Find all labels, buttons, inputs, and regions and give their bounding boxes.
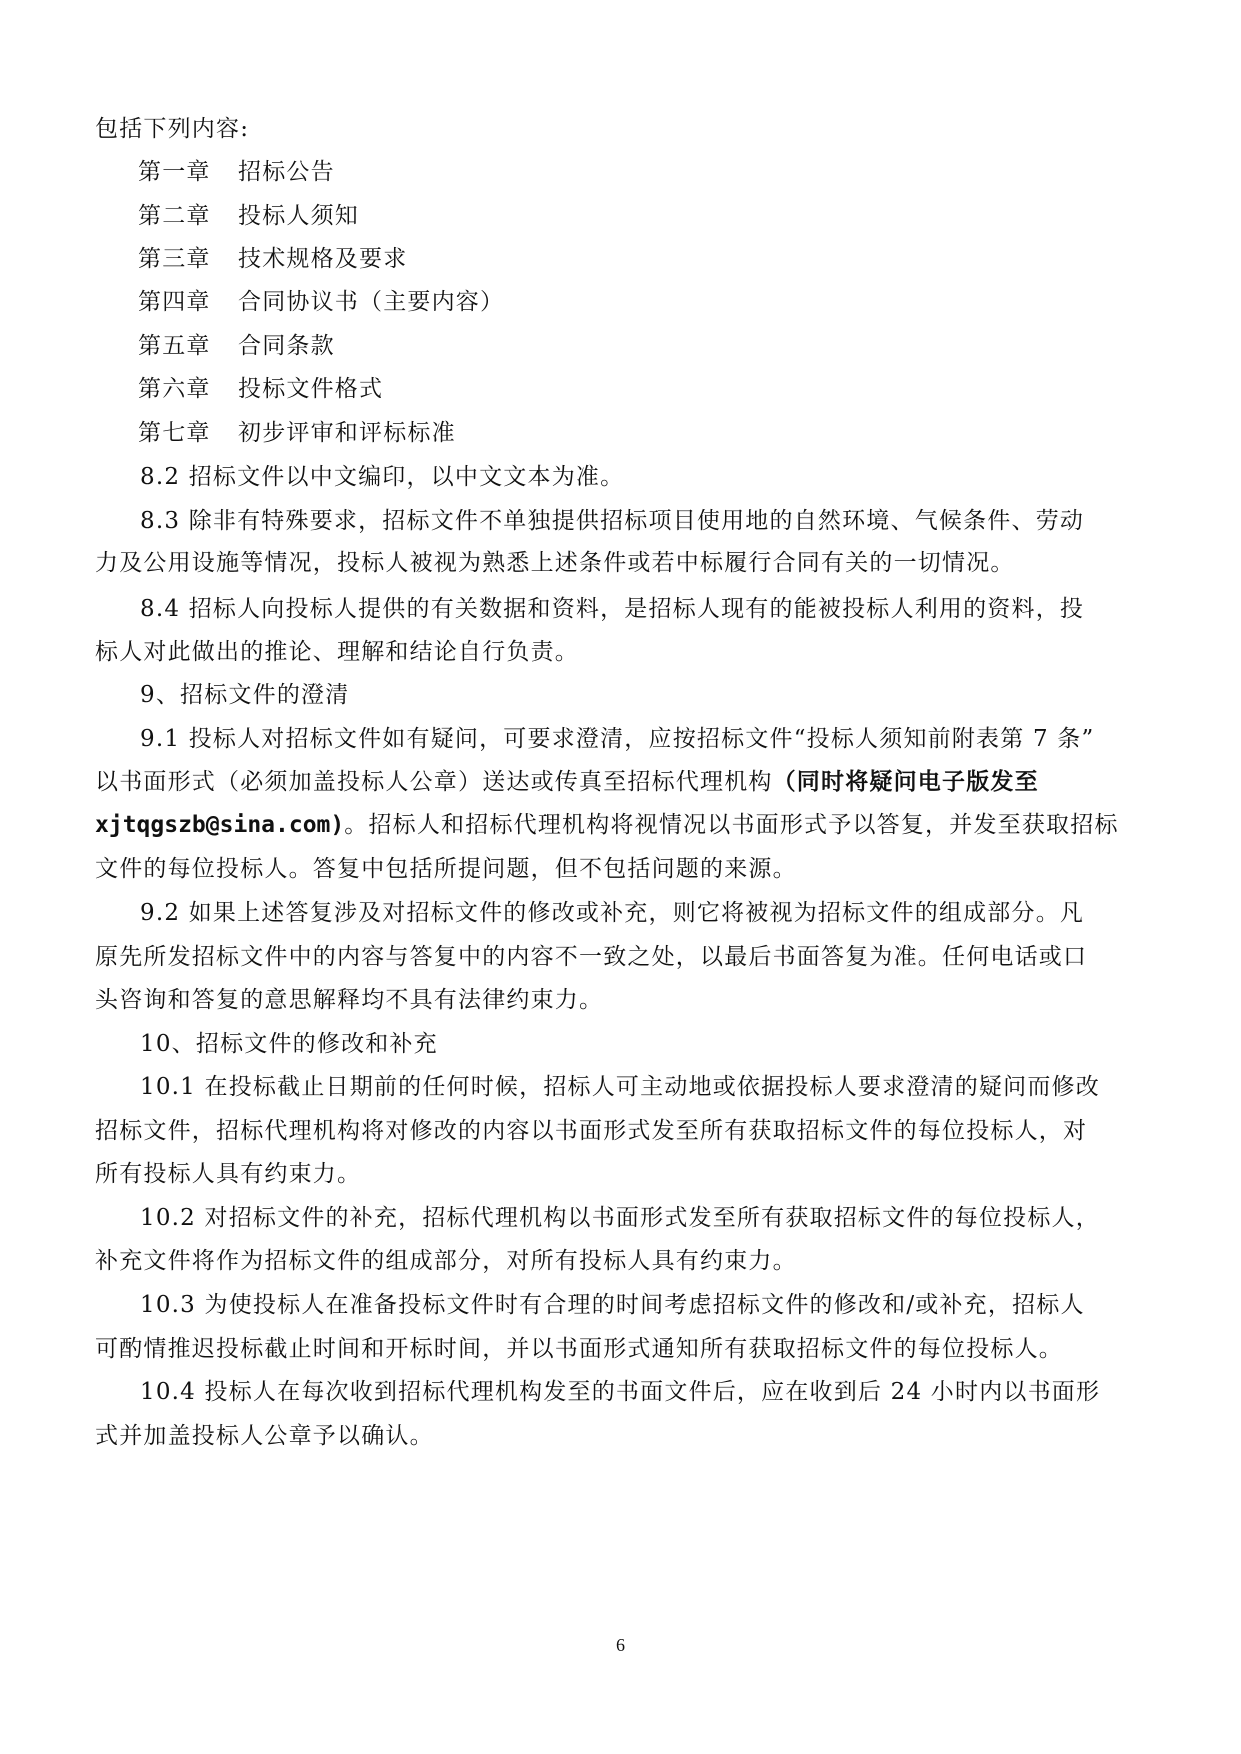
toc-item xyxy=(138,157,335,187)
paragraph-8-4-line: 标人对此做出的推论、理解和结论自行负责。 xyxy=(95,639,579,665)
paragraph-10-1-line: 所有投标人具有约束力。 xyxy=(95,1161,362,1187)
toc-chapter: 第七章 xyxy=(138,420,211,446)
paragraph-10-4-line: 10.4 投标人在每次收到招标代理机构发至的书面文件后，应在收到后 24 小时内以书面形 xyxy=(140,1379,1101,1405)
section-heading-10: 10、招标文件的修改和补充 xyxy=(140,1031,438,1057)
toc-chapter: 第五章 xyxy=(138,333,211,359)
paragraph-10-1-line: 10.1 在投标截止日期前的任何时候，招标人可主动地或依据投标人要求澄清的疑问而修改 xyxy=(140,1074,1100,1100)
paragraph-9-2-line: 原先所发招标文件中的内容与答复中的内容不一致之处，以最后书面答复为准。任何电话或口 xyxy=(95,944,1088,970)
section-heading-9: 9、招标文件的澄清 xyxy=(140,682,350,708)
toc-item xyxy=(138,287,504,317)
toc-title: 技术规格及要求 xyxy=(238,246,408,272)
toc-title: 投标文件格式 xyxy=(238,376,384,402)
bold-note: （同时将疑问电子版发至 xyxy=(772,769,1039,795)
toc-chapter: 第六章 xyxy=(138,376,211,402)
paragraph-9-1-line: 9.1 投标人对招标文件如有疑问，可要求澄清，应按招标文件“投标人须知前附表第 7 条” xyxy=(140,726,1095,752)
paragraph-8-3-line: 力及公用设施等情况，投标人被视为熟悉上述条件或若中标履行合同有关的一切情况。 xyxy=(95,550,1015,576)
paragraph-9-2-line: 9.2 如果上述答复涉及对招标文件的修改或补充，则它将被视为招标文件的组成部分。凡 xyxy=(140,900,1085,926)
toc-item xyxy=(138,201,359,231)
toc-title: 合同协议书（主要内容） xyxy=(238,289,505,315)
paragraph-9-1-line: 文件的每位投标人。答复中包括所提问题，但不包括问题的来源。 xyxy=(95,856,797,882)
paragraph-8-2: 8.2 招标文件以中文编印，以中文文本为准。 xyxy=(140,464,625,490)
toc-item xyxy=(138,374,383,404)
email-address: xjtqgszb@sina.com) xyxy=(95,812,345,838)
paragraph-10-2-line: 10.2 对招标文件的补充，招标代理机构以书面形式发至所有获取招标文件的每位投标人， xyxy=(140,1205,1100,1231)
paragraph-10-1-line: 招标文件，招标代理机构将对修改的内容以书面形式发至所有获取招标文件的每位投标人，对 xyxy=(95,1118,1088,1144)
toc-item xyxy=(138,331,335,361)
toc-chapter: 第二章 xyxy=(138,203,211,229)
paragraph-text: 以书面形式（必须加盖投标人公章）送达或传真至招标代理机构 xyxy=(95,769,773,795)
page-number: 6 xyxy=(616,1635,625,1655)
paragraph-9-1-line xyxy=(95,810,1119,840)
paragraph-8-3-line: 8.3 除非有特殊要求，招标文件不单独提供招标项目使用地的自然环境、气候条件、劳动 xyxy=(140,508,1085,534)
paragraph-10-3-line: 10.3 为使投标人在准备投标文件时有合理的时间考虑招标文件的修改和/或补充，招标人 xyxy=(140,1292,1085,1318)
toc-chapter: 第三章 xyxy=(138,246,211,272)
paragraph-8-4-line: 8.4 招标人向投标人提供的有关数据和资料，是招标人现有的能被投标人利用的资料，投 xyxy=(140,596,1085,622)
toc-chapter: 第四章 xyxy=(138,289,211,315)
toc-chapter: 第一章 xyxy=(138,159,211,185)
paragraph-10-2-line: 补充文件将作为招标文件的组成部分，对所有投标人具有约束力。 xyxy=(95,1248,797,1274)
paragraph-10-4-line: 式并加盖投标人公章予以确认。 xyxy=(95,1423,434,1449)
paragraph-text: 。招标人和招标代理机构将视情况以书面形式予以答复，并发至获取招标 xyxy=(344,812,1119,838)
toc-item xyxy=(138,244,407,274)
toc-title: 合同条款 xyxy=(238,333,335,359)
paragraph-9-2-line: 头咨询和答复的意思解释均不具有法律约束力。 xyxy=(95,987,604,1013)
paragraph-10-3-line: 可酌情推迟投标截止时间和开标时间，并以书面形式通知所有获取招标文件的每位投标人。 xyxy=(95,1336,1063,1362)
intro-line: 包括下列内容: xyxy=(95,116,250,142)
toc-title: 招标公告 xyxy=(238,159,335,185)
toc-item xyxy=(138,418,456,448)
toc-title: 投标人须知 xyxy=(238,203,359,229)
paragraph-9-1-line xyxy=(95,767,1039,797)
toc-title: 初步评审和评标标准 xyxy=(238,420,456,446)
